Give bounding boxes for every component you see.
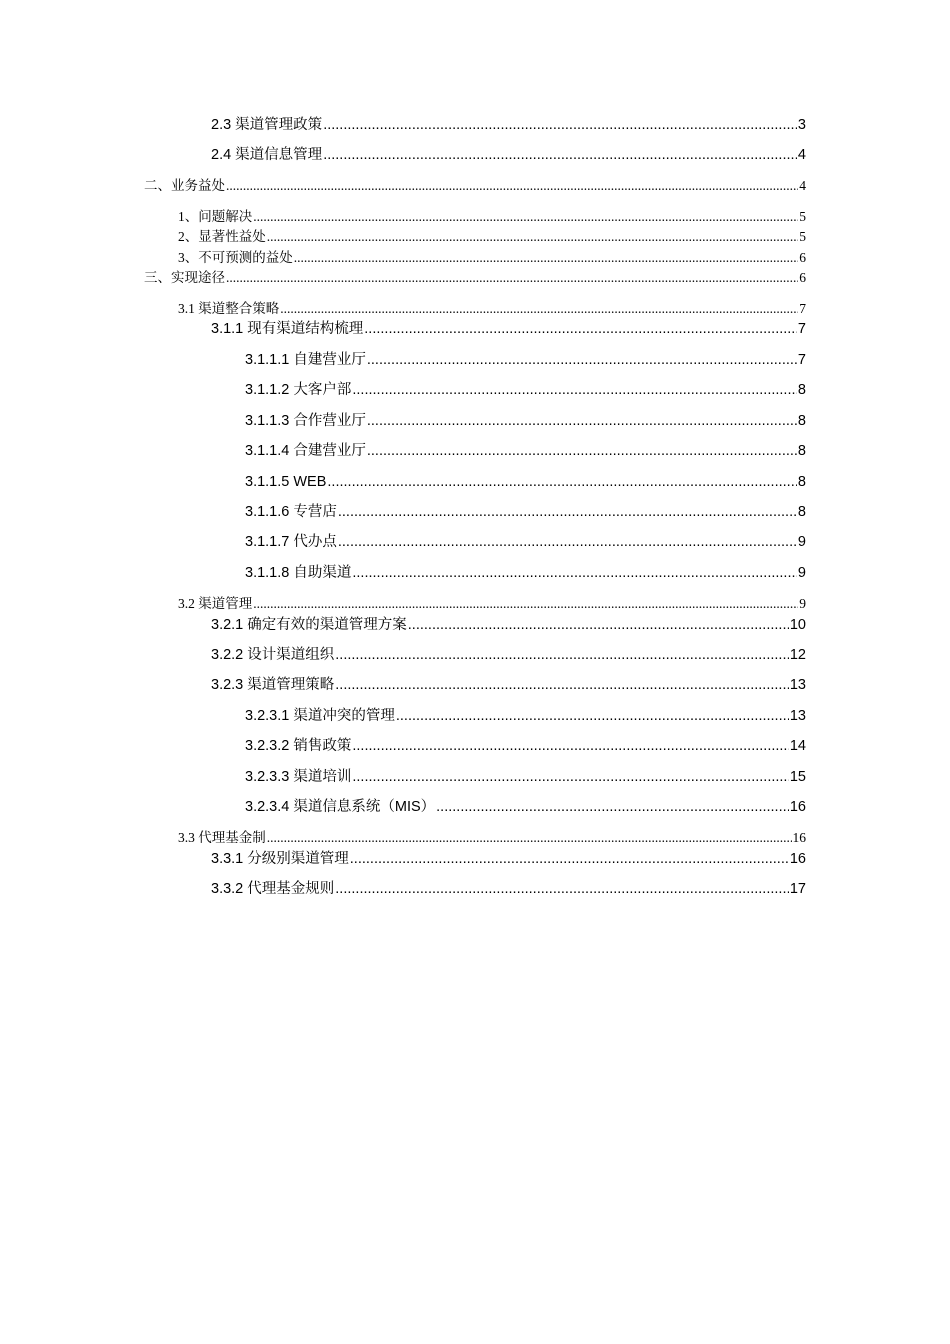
dot-leader [323, 117, 797, 134]
dot-leader [335, 647, 789, 664]
toc-page-number: 7 [797, 352, 806, 368]
toc-page-number: 7 [797, 321, 806, 337]
toc-entry-title: 三、实现途径 [144, 270, 225, 285]
toc-entry[interactable] [211, 647, 806, 664]
dot-leader [352, 738, 788, 755]
toc-page-number: 3 [797, 117, 806, 133]
toc-page-number: 8 [797, 413, 806, 429]
dot-leader [367, 413, 797, 430]
toc-entry-title: 3.2.2 设计渠道组织 [211, 647, 335, 663]
dot-leader [226, 178, 798, 194]
dot-leader [327, 474, 797, 491]
toc-entry-title: 3.1.1.4 合建营业厅 [245, 443, 366, 459]
toc-page-number: 16 [792, 830, 806, 845]
toc-entry[interactable] [211, 117, 806, 134]
toc-page-number: 7 [799, 301, 806, 316]
toc-entry[interactable] [144, 178, 806, 194]
toc-entry[interactable] [178, 301, 806, 317]
toc-page-number: 12 [789, 647, 806, 663]
toc-entry-title: 3.2.3.3 渠道培训 [245, 769, 352, 785]
toc-entry[interactable] [178, 209, 806, 225]
toc-entry-title: 3.1 渠道整合策略 [178, 301, 280, 316]
toc-entry-title: 3.1.1 现有渠道结构梳理 [211, 321, 364, 337]
toc-entry-title: 3.1.1.7 代办点 [245, 534, 337, 550]
toc-entry-title: 2.3 渠道管理政策 [211, 117, 323, 133]
dot-leader [267, 229, 799, 245]
toc-page-number: 13 [789, 708, 806, 724]
toc-entry[interactable] [245, 534, 806, 551]
dot-leader [335, 677, 789, 694]
toc-entry[interactable] [245, 443, 806, 460]
dot-leader [352, 382, 797, 399]
toc-entry[interactable] [245, 504, 806, 521]
toc-page-number: 9 [799, 596, 806, 611]
toc-page-number: 9 [797, 565, 806, 581]
toc-entry-title: 3.1.1.5 WEB [245, 474, 327, 490]
toc-entry[interactable] [178, 250, 806, 266]
toc-page-number: 15 [789, 769, 806, 785]
toc-page-number: 6 [799, 270, 806, 285]
toc-entry-title: 3.1.1.6 专营店 [245, 504, 337, 520]
toc-page-number: 16 [789, 851, 806, 867]
toc-page-number: 8 [797, 504, 806, 520]
toc-entry-title: 2.4 渠道信息管理 [211, 147, 323, 163]
dot-leader [335, 881, 789, 898]
toc-entry-title: 3.2.3.2 销售政策 [245, 738, 352, 754]
toc-entry[interactable] [245, 413, 806, 430]
toc-entry[interactable] [178, 830, 806, 846]
toc-entry-title: 3.3.2 代理基金规则 [211, 881, 335, 897]
dot-leader [323, 147, 797, 164]
toc-entry-title: 3.1.1.2 大客户部 [245, 382, 352, 398]
toc-entry[interactable] [245, 738, 806, 755]
toc-entry[interactable] [245, 708, 806, 725]
toc-entry[interactable] [245, 474, 806, 491]
toc-entry[interactable] [245, 352, 806, 369]
toc-page-number: 17 [789, 881, 806, 897]
toc-entry[interactable] [245, 565, 806, 582]
dot-leader [367, 443, 797, 460]
toc-page-number: 6 [799, 250, 806, 265]
dot-leader [408, 617, 789, 634]
toc-page-number: 9 [797, 534, 806, 550]
dot-leader [350, 851, 789, 868]
dot-leader [253, 209, 798, 225]
toc-entry[interactable] [178, 596, 806, 612]
toc-entry-title: 3.3 代理基金制 [178, 830, 266, 845]
dot-leader [294, 250, 799, 266]
toc-page-number: 10 [789, 617, 806, 633]
dot-leader [338, 504, 797, 521]
toc-entry-title: 3.1.1.8 自助渠道 [245, 565, 352, 581]
toc-page-number: 16 [789, 799, 806, 815]
toc-entry-title: 3.2.3.4 渠道信息系统（MIS） [245, 799, 436, 815]
dot-leader [396, 708, 789, 725]
toc-entry-title: 2、显著性益处 [178, 229, 266, 244]
dot-leader [364, 321, 797, 338]
toc-entry[interactable] [211, 617, 806, 634]
toc-entry-title: 1、问题解决 [178, 209, 253, 224]
toc-page-number: 13 [789, 677, 806, 693]
toc-entry-title: 二、业务益处 [144, 178, 225, 193]
toc-entry[interactable] [211, 321, 806, 338]
toc-page-number: 5 [799, 229, 806, 244]
toc-page-number: 4 [799, 178, 806, 193]
toc-page-number: 5 [799, 209, 806, 224]
toc-entry-title: 3.2.1 确定有效的渠道管理方案 [211, 617, 407, 633]
dot-leader [280, 301, 798, 317]
toc-entry[interactable] [245, 799, 806, 816]
toc-entry[interactable] [211, 677, 806, 694]
toc-entry-title: 3.1.1.3 合作营业厅 [245, 413, 366, 429]
toc-entry-title: 3.1.1.1 自建营业厅 [245, 352, 366, 368]
toc-entry[interactable] [211, 851, 806, 868]
toc-entry[interactable] [144, 270, 806, 286]
toc-entry-title: 3.2.3.1 渠道冲突的管理 [245, 708, 395, 724]
dot-leader [338, 534, 797, 551]
dot-leader [267, 830, 792, 846]
toc-page-number: 8 [797, 443, 806, 459]
toc-page-number: 8 [797, 474, 806, 490]
dot-leader [352, 565, 797, 582]
toc-entry[interactable] [245, 769, 806, 786]
toc-page-number: 8 [797, 382, 806, 398]
toc-entry-title: 3、不可预测的益处 [178, 250, 293, 265]
dot-leader [226, 270, 798, 286]
toc-page-number: 14 [789, 738, 806, 754]
toc-entry[interactable] [178, 229, 806, 245]
dot-leader [367, 352, 797, 369]
toc-entry-title: 3.2 渠道管理 [178, 596, 253, 611]
toc-entry-title: 3.3.1 分级别渠道管理 [211, 851, 349, 867]
dot-leader [352, 769, 788, 786]
toc-entry-title: 3.2.3 渠道管理策略 [211, 677, 335, 693]
toc-entry[interactable] [245, 382, 806, 399]
dot-leader [436, 799, 789, 816]
toc-page-number: 4 [797, 147, 806, 163]
dot-leader [253, 596, 798, 612]
toc-entry[interactable] [211, 147, 806, 164]
toc-entry[interactable] [211, 881, 806, 898]
